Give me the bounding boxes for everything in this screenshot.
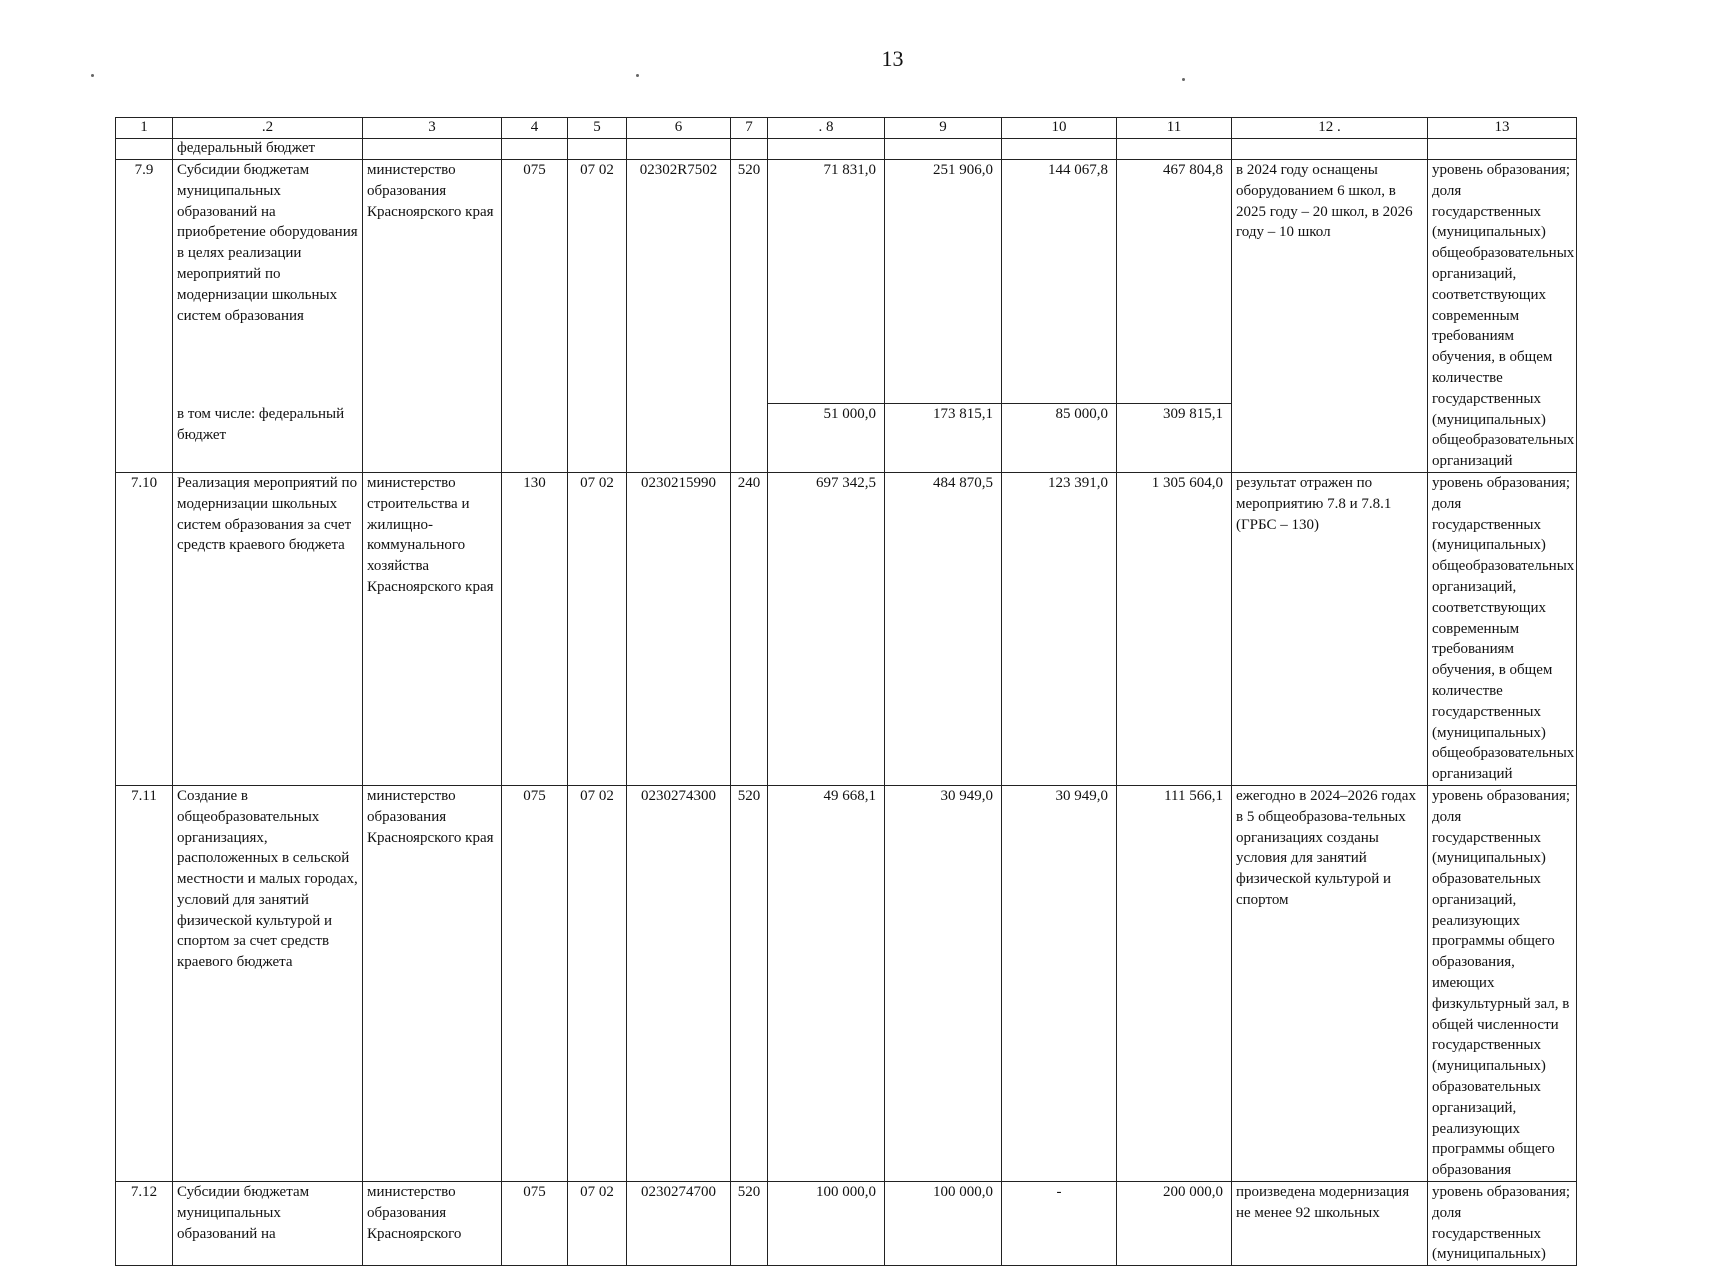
cell-indicator: уровень образования; доля государственных (муниципальных) bbox=[1428, 1182, 1577, 1266]
cell-amount-total: 309 815,1 bbox=[1117, 404, 1232, 473]
cell-target-code: 02302R7502 bbox=[627, 160, 731, 473]
table-row-7-10 bbox=[116, 472, 1577, 785]
cell-amount-2026: 85 000,0 bbox=[1002, 404, 1117, 473]
column-header: 9 bbox=[885, 118, 1002, 139]
cell-executor: министерство строительства и жилищно-коммунального хозяйства Красноярского края bbox=[363, 472, 502, 785]
scan-speck bbox=[636, 74, 639, 77]
cell-amount-total: 1 305 604,0 bbox=[1117, 472, 1232, 785]
cell-name: Субсидии бюджетам муниципальных образований на приобретение оборудования в целях реализации мероприятий по модернизации школьных систем образования bbox=[173, 160, 363, 404]
cell-target-code: 0230274700 bbox=[627, 1182, 731, 1266]
cell-grbs: 075 bbox=[502, 1182, 568, 1266]
cell-indicator: уровень образования; доля государственных (муниципальных) образовательных организаций, реализующих программы общего образования, имеющих физкультурный зал, в общей численности государственных (муниципальных) образовательных организаций, реализующих программы общего образования bbox=[1428, 785, 1577, 1181]
column-header: 4 bbox=[502, 118, 568, 139]
cell-executor: министерство образования Красноярского края bbox=[363, 785, 502, 1181]
column-header: 1 bbox=[116, 118, 173, 139]
cell-amount-2026: 30 949,0 bbox=[1002, 785, 1117, 1181]
cell-name: Реализация мероприятий по модернизации школьных систем образования за счет средств краевого бюджета bbox=[173, 472, 363, 785]
cell-section: 07 02 bbox=[568, 785, 627, 1181]
table-row-continuation bbox=[116, 139, 1577, 160]
cell-expense-type: 520 bbox=[731, 1182, 768, 1266]
cell-expense-type: 520 bbox=[731, 785, 768, 1181]
column-header: 13 bbox=[1428, 118, 1577, 139]
cell-name: Создание в общеобразовательных организациях, расположенных в сельской местности и малых городах, условий для занятий физической культурой и спортом за счет средств краевого бюджета bbox=[173, 785, 363, 1181]
cell-expense-type: 240 bbox=[731, 472, 768, 785]
table-row-7-9 bbox=[116, 160, 1577, 404]
cell-amount-2024: 100 000,0 bbox=[768, 1182, 885, 1266]
cell-target-code: 0230274300 bbox=[627, 785, 731, 1181]
column-header-row bbox=[116, 118, 1577, 139]
cell-name: федеральный бюджет bbox=[173, 139, 363, 160]
cell-amount-2025: 484 870,5 bbox=[885, 472, 1002, 785]
page-number: 13 bbox=[881, 46, 904, 71]
cell-section: 07 02 bbox=[568, 472, 627, 785]
column-header: 11 bbox=[1117, 118, 1232, 139]
cell-amount-total: 200 000,0 bbox=[1117, 1182, 1232, 1266]
cell-grbs: 075 bbox=[502, 160, 568, 473]
cell-number: 7.12 bbox=[116, 1182, 173, 1266]
cell-section: 07 02 bbox=[568, 160, 627, 473]
column-header: .2 bbox=[173, 118, 363, 139]
cell-subname: в том числе: федеральный бюджет bbox=[173, 404, 363, 473]
cell-amount-2026: 123 391,0 bbox=[1002, 472, 1117, 785]
column-header: 5 bbox=[568, 118, 627, 139]
cell-amount-2026: 144 067,8 bbox=[1002, 160, 1117, 404]
cell-indicator: уровень образования; доля государственных (муниципальных) общеобразовательных организаций, соответствующих современным требованиям обучения, в общем количестве государственных (муниципальных) общеобразовательных организаций bbox=[1428, 160, 1577, 473]
cell-amount-2024: 71 831,0 bbox=[768, 160, 885, 404]
cell-amount-2024: 49 668,1 bbox=[768, 785, 885, 1181]
cell-result: произведена модернизация не менее 92 школьных bbox=[1232, 1182, 1428, 1266]
column-header: 6 bbox=[627, 118, 731, 139]
cell-result: ежегодно в 2024–2026 годах в 5 общеобразова-тельных организациях созданы условия для занятий физической культурой и спортом bbox=[1232, 785, 1428, 1181]
cell-amount-total: 467 804,8 bbox=[1117, 160, 1232, 404]
cell-amount-2025: 30 949,0 bbox=[885, 785, 1002, 1181]
column-header: 3 bbox=[363, 118, 502, 139]
cell-amount-2026: - bbox=[1002, 1182, 1117, 1266]
cell-number: 7.11 bbox=[116, 785, 173, 1181]
column-header: 7 bbox=[731, 118, 768, 139]
cell-result: результат отражен по мероприятию 7.8 и 7.8.1 (ГРБС – 130) bbox=[1232, 472, 1428, 785]
cell-expense-type: 520 bbox=[731, 160, 768, 473]
column-header: . 8 bbox=[768, 118, 885, 139]
cell-indicator: уровень образования; доля государственных (муниципальных) общеобразовательных организаций, соответствующих современным требованиям обучения, в общем количестве государственных (муниципальных) общеобразовательных организаций bbox=[1428, 472, 1577, 785]
cell-amount-2024: 51 000,0 bbox=[768, 404, 885, 473]
cell-section: 07 02 bbox=[568, 1182, 627, 1266]
cell-amount-2025: 251 906,0 bbox=[885, 160, 1002, 404]
table-row-7-11 bbox=[116, 785, 1577, 1181]
cell-grbs: 130 bbox=[502, 472, 568, 785]
cell-amount-2025: 100 000,0 bbox=[885, 1182, 1002, 1266]
cell-amount-total: 111 566,1 bbox=[1117, 785, 1232, 1181]
cell-target-code: 0230215990 bbox=[627, 472, 731, 785]
column-header: 10 bbox=[1002, 118, 1117, 139]
scan-speck bbox=[91, 74, 94, 77]
cell-result: в 2024 году оснащены оборудованием 6 школ, в 2025 году – 20 школ, в 2026 году – 10 школ bbox=[1232, 160, 1428, 473]
table-row-7-12 bbox=[116, 1182, 1577, 1266]
cell-name: Субсидии бюджетам муниципальных образований на bbox=[173, 1182, 363, 1266]
budget-table bbox=[115, 117, 1577, 1266]
cell-number: 7.9 bbox=[116, 160, 173, 473]
column-header: 12 . bbox=[1232, 118, 1428, 139]
cell-amount-2025: 173 815,1 bbox=[885, 404, 1002, 473]
cell-amount-2024: 697 342,5 bbox=[768, 472, 885, 785]
cell-number: 7.10 bbox=[116, 472, 173, 785]
scan-speck bbox=[1182, 78, 1185, 81]
cell-grbs: 075 bbox=[502, 785, 568, 1181]
cell-executor: министерство образования Красноярского края bbox=[363, 160, 502, 473]
cell-executor: министерство образования Красноярского bbox=[363, 1182, 502, 1266]
